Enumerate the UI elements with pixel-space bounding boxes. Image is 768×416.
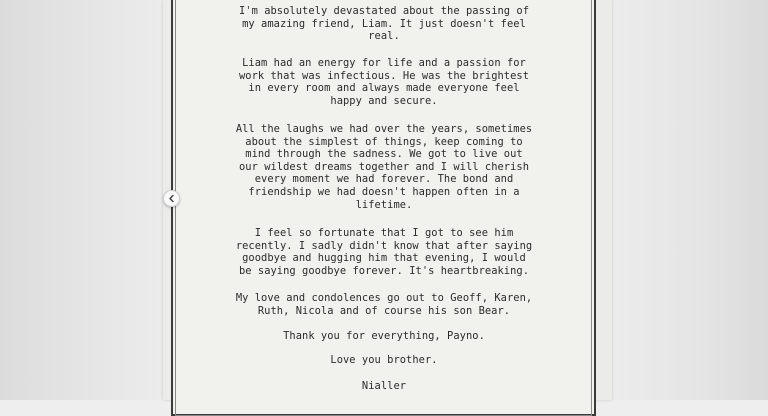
letter-paragraph (190, 354, 578, 367)
previous-slide-button[interactable] (163, 190, 180, 207)
letter-line: happy and secure. (330, 94, 438, 107)
letter-line: my amazing friend, Liam. It just doesn't feel (242, 17, 526, 30)
letter-line: Ruth, Nicola and of course his son Bear. (257, 304, 511, 317)
letter-signature (190, 380, 578, 393)
letter-line: be saying goodbye forever. It's heartbreaking. (238, 264, 530, 277)
letter-line: I'm absolutely devastated about the passing of (238, 5, 530, 17)
letter-line: Liam had an energy for life and a passion for (242, 57, 526, 69)
letter-paragraph (190, 57, 578, 107)
chevron-left-icon (167, 194, 176, 203)
letter-line: Nialler (361, 380, 407, 392)
right-background (612, 0, 768, 400)
letter-paragraph (190, 227, 578, 277)
letter-line: real. (368, 30, 400, 43)
letter-line: All the laughs we had over the years, sometimes (235, 123, 533, 135)
letter-line: Love you brother. (330, 354, 438, 366)
letter-line: goodbye and hugging him that evening, I would (242, 252, 526, 265)
letter-paragraph (190, 123, 578, 211)
letter-line: recently. I sadly didn't know that after saying (235, 239, 533, 252)
letter-paragraph (190, 330, 578, 343)
letter-line: I feel so fortunate that I got to see him (254, 227, 514, 239)
letter-line: Thank you for everything, Payno. (283, 330, 485, 342)
letter-line: every moment we had forever. The bond and (254, 173, 514, 186)
letter-line: My love and condolences go out to Geoff, Karen, (235, 292, 533, 304)
letter-line: work that was infectious. He was the brightest (238, 69, 530, 82)
letter-line: our wildest dreams together and I will cherish (238, 160, 530, 173)
letter-line: mind through the sadness. We got to live out (245, 148, 523, 161)
letter-paragraph (190, 292, 578, 317)
letter-line: in every room and always made everyone feel (248, 82, 520, 95)
letter-paragraph (190, 5, 578, 43)
letter-line: about the simplest of things, keep coming to (245, 135, 523, 148)
left-background (0, 0, 163, 400)
letter-line: lifetime. (355, 198, 413, 211)
letter-line: friendship we had doesn't happen often in a (248, 185, 520, 198)
